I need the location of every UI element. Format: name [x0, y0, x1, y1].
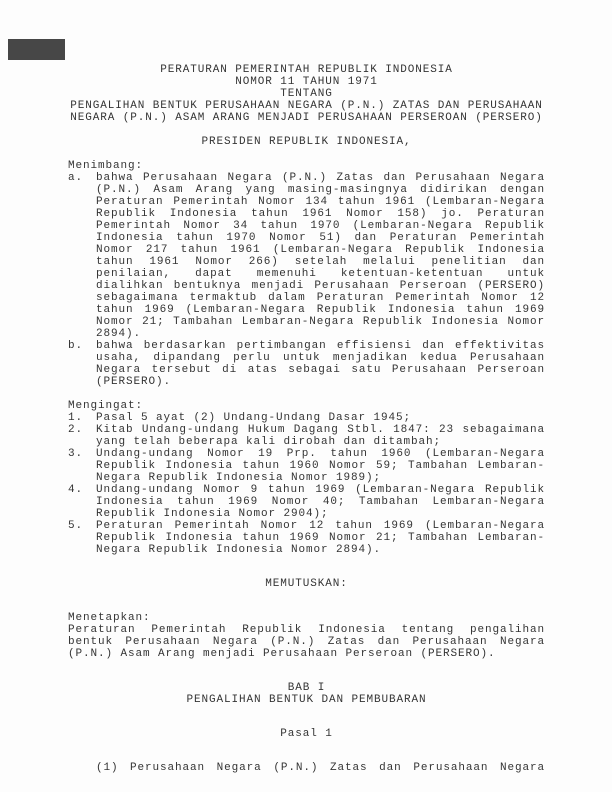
ayat-marker: (1)	[96, 762, 119, 774]
item-marker: b.	[68, 340, 84, 352]
title-line: PENGALIHAN BENTUK PERUSAHAAN NEGARA (P.N.) ZATAS DAN PERUSAHAAN	[70, 100, 543, 112]
item-text: Undang-undang Nomor 19 Prp. tahun 1960 (Lembaran-Negara Republik Indonesia tahun 1960 Nomor 59; Tambahan Lembaran-Negara Republik Indonesia Nomor 1989);	[96, 448, 545, 484]
mengingat-item-4	[68, 484, 545, 520]
bab-heading-block	[68, 682, 545, 706]
title-line: NOMOR 11 TAHUN 1971	[235, 76, 378, 88]
menetapkan-label: Menetapkan:	[68, 612, 151, 624]
item-marker: a.	[68, 172, 84, 184]
item-text: Undang-undang Nomor 9 tahun 1969 (Lembaran-Negara Republik Indonesia tahun 1969 Nomor 40; Tambahan Lembaran-Negara Republik Indonesia Nomor 2904);	[96, 484, 545, 520]
item-marker: 4.	[68, 484, 84, 496]
mengingat-item-1	[68, 412, 545, 424]
item-text: bahwa Perusahaan Negara (P.N.) Zatas dan Perusahaan Negara (P.N.) Asam Arang yang masing-masingnya didirikan dengan Peraturan Pemerintah Nomor 134 tahun 1961 (Lembaran-Negara Republik Indonesia tahun 1961 Nomor 158) jo. Peraturan Pemerintah Nomor 34 tahun 1970 (Lembaran-Negara Republik Indonesia tahun 1970 Nomor 51) dan Peraturan Pemerintah Nomor 217 tahun 1961 (Lembaran-Negara Republik Indonesia tahun 1961 Nomor 266) setelah melalui penelitian dan penilaian, dapat memenuhi ketentuan-ketentuan untuk dialihkan bentuknya menjadi Perusahaan Perseroan (PERSERO) sebagaimana termaktub dalam Peraturan Pemerintah Nomor 12 tahun 1969 (Lembaran-Negara Republik Indonesia tahun 1969 Nomor 21; Tambahan Lembaran-Negara Republik Indonesia Nomor 2894).	[96, 172, 545, 340]
presiden-line: PRESIDEN REPUBLIK INDONESIA,	[201, 136, 412, 148]
title-line: PERATURAN PEMERINTAH REPUBLIK INDONESIA	[160, 64, 453, 76]
menimbang-item-b	[68, 340, 545, 388]
mengingat-label: Mengingat:	[68, 400, 144, 412]
pasal-heading: Pasal 1	[280, 728, 333, 740]
item-text: Pasal 5 ayat (2) Undang-Undang Dasar 1945;	[96, 412, 412, 424]
bab-title: PENGALIHAN BENTUK DAN PEMBUBARAN	[186, 694, 427, 706]
item-marker: 2.	[68, 424, 84, 436]
title-line: TENTANG	[280, 88, 333, 100]
menetapkan-text: Peraturan Pemerintah Republik Indonesia tentang pengalihan bentuk Perusahaan Negara (P.N.) Zatas dan Perusahaan Negara (P.N.) Asam Arang menjadi Perusahaan Perseroan (PERSERO).	[68, 624, 545, 660]
title-line: NEGARA (P.N.) ASAM ARANG MENJADI PERUSAHAAN PERSEROAN (PERSERO)	[70, 112, 543, 124]
item-marker: 3.	[68, 448, 84, 460]
memutuskan-heading: MEMUTUSKAN:	[265, 578, 348, 590]
mengingat-item-5	[68, 520, 545, 556]
item-text: Peraturan Pemerintah Nomor 12 tahun 1969 (Lembaran-Negara Republik Indonesia tahun 1969 Nomor 21; Tambahan Lembaran-Negara Republik Indonesia Nomor 2894).	[96, 520, 545, 556]
menimbang-label: Menimbang:	[68, 160, 144, 172]
item-marker: 5.	[68, 520, 84, 532]
item-text: Kitab Undang-undang Hukum Dagang Stbl. 1847: 23 sebagaimana yang telah beberapa kali dirobah dan ditambah;	[96, 424, 545, 448]
item-marker: 1.	[68, 412, 84, 424]
bab-number: BAB I	[287, 682, 326, 694]
mengingat-item-2	[68, 424, 545, 448]
ayat-text: Perusahaan Negara (P.N.) Zatas dan Perusahaan Negara	[130, 762, 545, 774]
pasal-first-paragraph	[68, 762, 545, 774]
item-text: bahwa berdasarkan pertimbangan effisiensi dan effektivitas usaha, dipandang perlu untuk menjadikan kedua Perusahaan Negara tersebut di atas sebagai satu Perusahaan Perseroan (PERSERO).	[96, 340, 545, 388]
menimbang-item-a	[68, 172, 545, 340]
document-title-block	[68, 64, 545, 124]
mengingat-item-3	[68, 448, 545, 484]
scan-artifact-box	[8, 39, 65, 60]
